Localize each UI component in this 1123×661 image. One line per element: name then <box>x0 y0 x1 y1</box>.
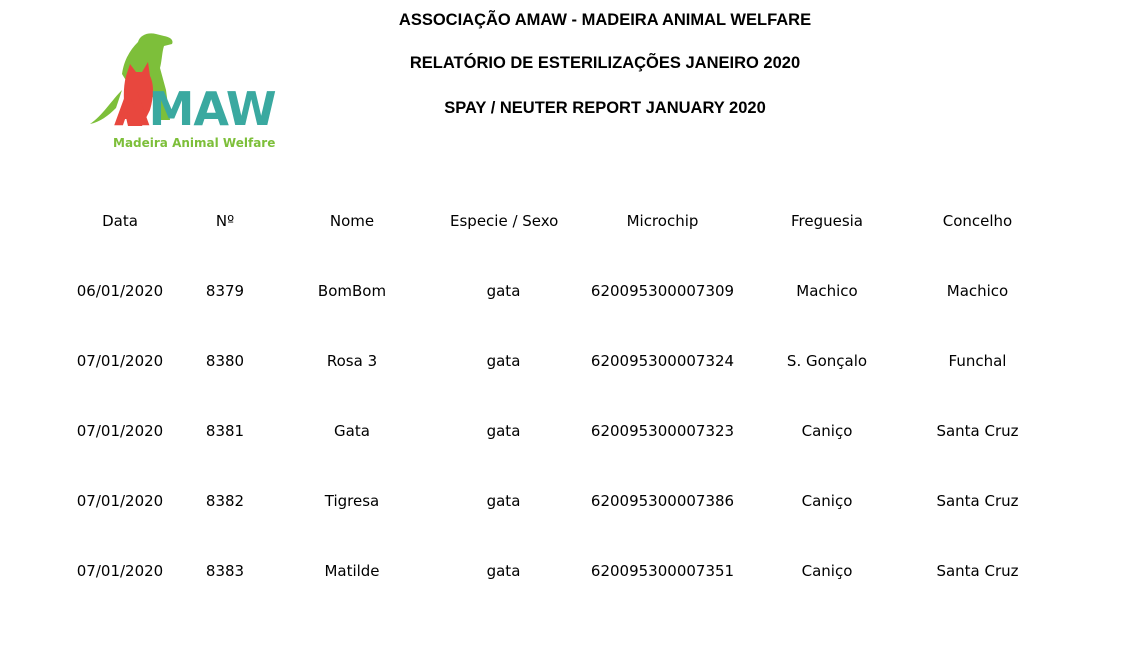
column-header-freguesia: Freguesia <box>790 212 864 230</box>
cell-number: 8383 <box>205 562 245 580</box>
cell-number: 8381 <box>205 422 245 440</box>
table-row <box>44 492 1084 562</box>
cell-microchip: 620095300007386 <box>590 492 735 510</box>
cell-microchip: 620095300007323 <box>590 422 735 440</box>
cell-nome: Rosa 3 <box>326 352 378 370</box>
cell-nome: BomBom <box>317 282 387 300</box>
logo-wordmark: AMAW <box>114 82 276 136</box>
table-row <box>44 562 1084 632</box>
cell-freguesia: S. Gonçalo <box>786 352 868 370</box>
table-header-row <box>44 212 1084 282</box>
cell-concelho: Santa Cruz <box>936 422 1019 440</box>
report-title-en: SPAY / NEUTER REPORT JANUARY 2020 <box>444 99 766 117</box>
cell-data: 07/01/2020 <box>76 492 164 510</box>
cell-freguesia: Caniço <box>801 562 853 580</box>
column-header-data: Data <box>102 212 138 230</box>
cell-data: 07/01/2020 <box>76 422 164 440</box>
table-row <box>44 282 1084 352</box>
cell-nome: Tigresa <box>324 492 380 510</box>
cell-especie-sexo: gata <box>486 492 521 510</box>
cell-freguesia: Caniço <box>801 492 853 510</box>
cell-data: 07/01/2020 <box>76 352 164 370</box>
cell-microchip: 620095300007351 <box>590 562 735 580</box>
cell-number: 8382 <box>205 492 245 510</box>
column-header-microchip: Microchip <box>626 212 699 230</box>
cell-especie-sexo: gata <box>486 562 521 580</box>
cell-especie-sexo: gata <box>486 352 521 370</box>
cell-concelho: Machico <box>946 282 1009 300</box>
logo-subtitle: Madeira Animal Welfare <box>113 136 276 150</box>
column-header-concelho: Concelho <box>942 212 1013 230</box>
column-header-nome: Nome <box>329 212 375 230</box>
cell-data: 06/01/2020 <box>76 282 164 300</box>
cell-nome: Matilde <box>324 562 380 580</box>
table-row <box>44 422 1084 492</box>
association-title: ASSOCIAÇÃO AMAW - MADEIRA ANIMAL WELFARE <box>398 11 812 29</box>
cell-nome: Gata <box>334 422 370 440</box>
cell-microchip: 620095300007324 <box>590 352 735 370</box>
amaw-logo <box>86 30 286 155</box>
table-row <box>44 352 1084 422</box>
cell-concelho: Funchal <box>948 352 1007 370</box>
cell-data: 07/01/2020 <box>76 562 164 580</box>
cell-especie-sexo: gata <box>486 282 521 300</box>
column-header-number: Nº <box>215 212 235 230</box>
cell-concelho: Santa Cruz <box>936 562 1019 580</box>
sterilization-table <box>44 212 1084 632</box>
cell-freguesia: Machico <box>796 282 858 300</box>
cell-concelho: Santa Cruz <box>936 492 1019 510</box>
column-header-especie-sexo: Especie / Sexo <box>450 212 559 230</box>
cell-microchip: 620095300007309 <box>590 282 735 300</box>
report-title-pt: RELATÓRIO DE ESTERILIZAÇÕES JANEIRO 2020 <box>409 54 801 72</box>
cell-especie-sexo: gata <box>486 422 521 440</box>
cell-freguesia: Caniço <box>801 422 853 440</box>
cell-number: 8379 <box>205 282 245 300</box>
cell-number: 8380 <box>205 352 245 370</box>
